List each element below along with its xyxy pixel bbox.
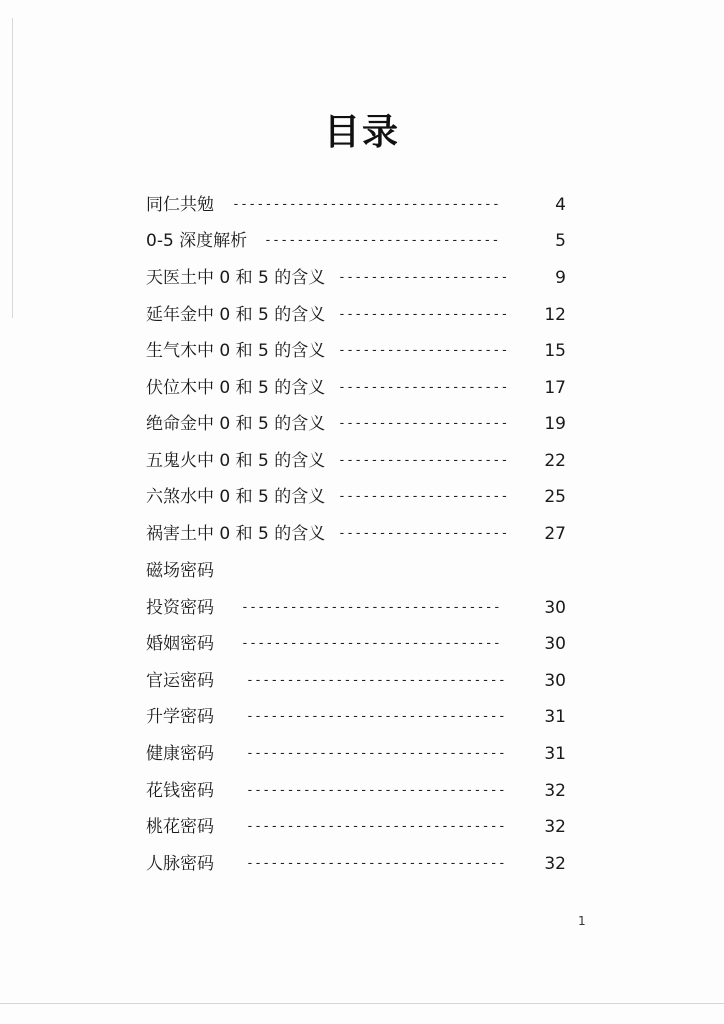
toc-entry-leader: -------------------------------- (246, 819, 507, 834)
toc-entry-label: 0-5 深度解析 (146, 231, 248, 251)
toc-entry-label: 祸害土中 0 和 5 的含义 (146, 524, 326, 544)
page-number: 1 (578, 914, 586, 928)
toc-entry-leader: --------------------- (338, 380, 509, 395)
toc-entry-label: 六煞水中 0 和 5 的含义 (146, 487, 326, 507)
toc-entry-label: 升学密码 (146, 707, 214, 727)
toc-entry-leader: -------------------------------- (246, 709, 507, 724)
toc-entry (146, 596, 566, 620)
toc-entry (146, 229, 566, 253)
toc-entry (146, 522, 566, 546)
toc-entry-label: 磁场密码 (146, 561, 214, 581)
toc-entry-page: 32 (544, 854, 566, 874)
toc-entry-label: 天医土中 0 和 5 的含义 (146, 268, 326, 288)
toc-entry-leader: --------------------- (338, 343, 509, 358)
toc-entry (146, 742, 566, 766)
toc-entry-leader: -------------------------------- (241, 636, 502, 651)
toc-entry (146, 266, 566, 290)
toc-entry-page: 30 (544, 634, 566, 654)
toc-entry (146, 449, 566, 473)
toc-entry-label: 婚姻密码 (146, 634, 214, 654)
toc-entry (146, 485, 566, 509)
toc-entry-leader: --------------------- (338, 307, 509, 322)
toc-entry (146, 852, 566, 876)
toc-entry-label: 伏位木中 0 和 5 的含义 (146, 378, 326, 398)
toc-entry-page: 22 (544, 451, 566, 471)
toc-entry-page: 17 (544, 378, 566, 398)
toc-entry-leader: --------------------- (338, 416, 509, 431)
toc-entry-page: 31 (544, 707, 566, 727)
toc-entry-page: 4 (555, 195, 566, 215)
toc-entry-page: 30 (544, 671, 566, 691)
toc-entry-page: 12 (544, 305, 566, 325)
toc-entry-label: 五鬼火中 0 和 5 的含义 (146, 451, 326, 471)
toc-entry-page: 15 (544, 341, 566, 361)
toc-entry-page: 32 (544, 817, 566, 837)
toc-entry (146, 779, 566, 803)
toc-entry (146, 193, 566, 217)
toc-entry-page: 5 (555, 231, 566, 251)
toc-entry-label: 花钱密码 (146, 781, 214, 801)
toc-entry (146, 412, 566, 436)
toc-entry-label: 绝命金中 0 和 5 的含义 (146, 414, 326, 434)
toc-entry (146, 559, 566, 583)
toc-entry-leader: --------------------- (338, 526, 509, 541)
toc-entry-leader: --------------------- (338, 489, 509, 504)
toc-entry (146, 376, 566, 400)
toc-entry-label: 官运密码 (146, 671, 214, 691)
toc-entry-page: 25 (544, 487, 566, 507)
toc-entry (146, 303, 566, 327)
toc-entry-page: 9 (555, 268, 566, 288)
toc-entry (146, 339, 566, 363)
toc-entry (146, 669, 566, 693)
scan-edge-bottom (0, 1003, 724, 1004)
toc-entry-label: 投资密码 (146, 598, 214, 618)
toc-entry-leader: -------------------------------- (246, 783, 507, 798)
toc-entry (146, 632, 566, 656)
toc-entry-label: 桃花密码 (146, 817, 214, 837)
toc-entry-page: 19 (544, 414, 566, 434)
toc-entry-leader: ----------------------------- (264, 233, 500, 248)
toc-title: 目录 (323, 112, 400, 153)
toc-entry-leader: --------------------- (338, 453, 509, 468)
toc-entry (146, 815, 566, 839)
toc-entry-page: 27 (544, 524, 566, 544)
toc-entry-leader: -------------------------------- (246, 673, 507, 688)
toc-entry-page: 32 (544, 781, 566, 801)
toc-entry-page: 31 (544, 744, 566, 764)
toc-entry-label: 生气木中 0 和 5 的含义 (146, 341, 326, 361)
toc-entry-page: 30 (544, 598, 566, 618)
toc-entry-leader: -------------------------------- (246, 856, 507, 871)
toc-entry-leader: --------------------------------- (232, 197, 501, 212)
toc-entry-leader: -------------------------------- (246, 746, 507, 761)
toc-entry-leader: --------------------- (338, 270, 509, 285)
toc-entry-label: 延年金中 0 和 5 的含义 (146, 305, 326, 325)
scan-edge-left (12, 18, 13, 318)
toc-entry-label: 人脉密码 (146, 854, 214, 874)
toc-entry-leader: -------------------------------- (241, 600, 502, 615)
toc-entry (146, 705, 566, 729)
toc-entry-label: 健康密码 (146, 744, 214, 764)
toc-entry-label: 同仁共勉 (146, 195, 214, 215)
